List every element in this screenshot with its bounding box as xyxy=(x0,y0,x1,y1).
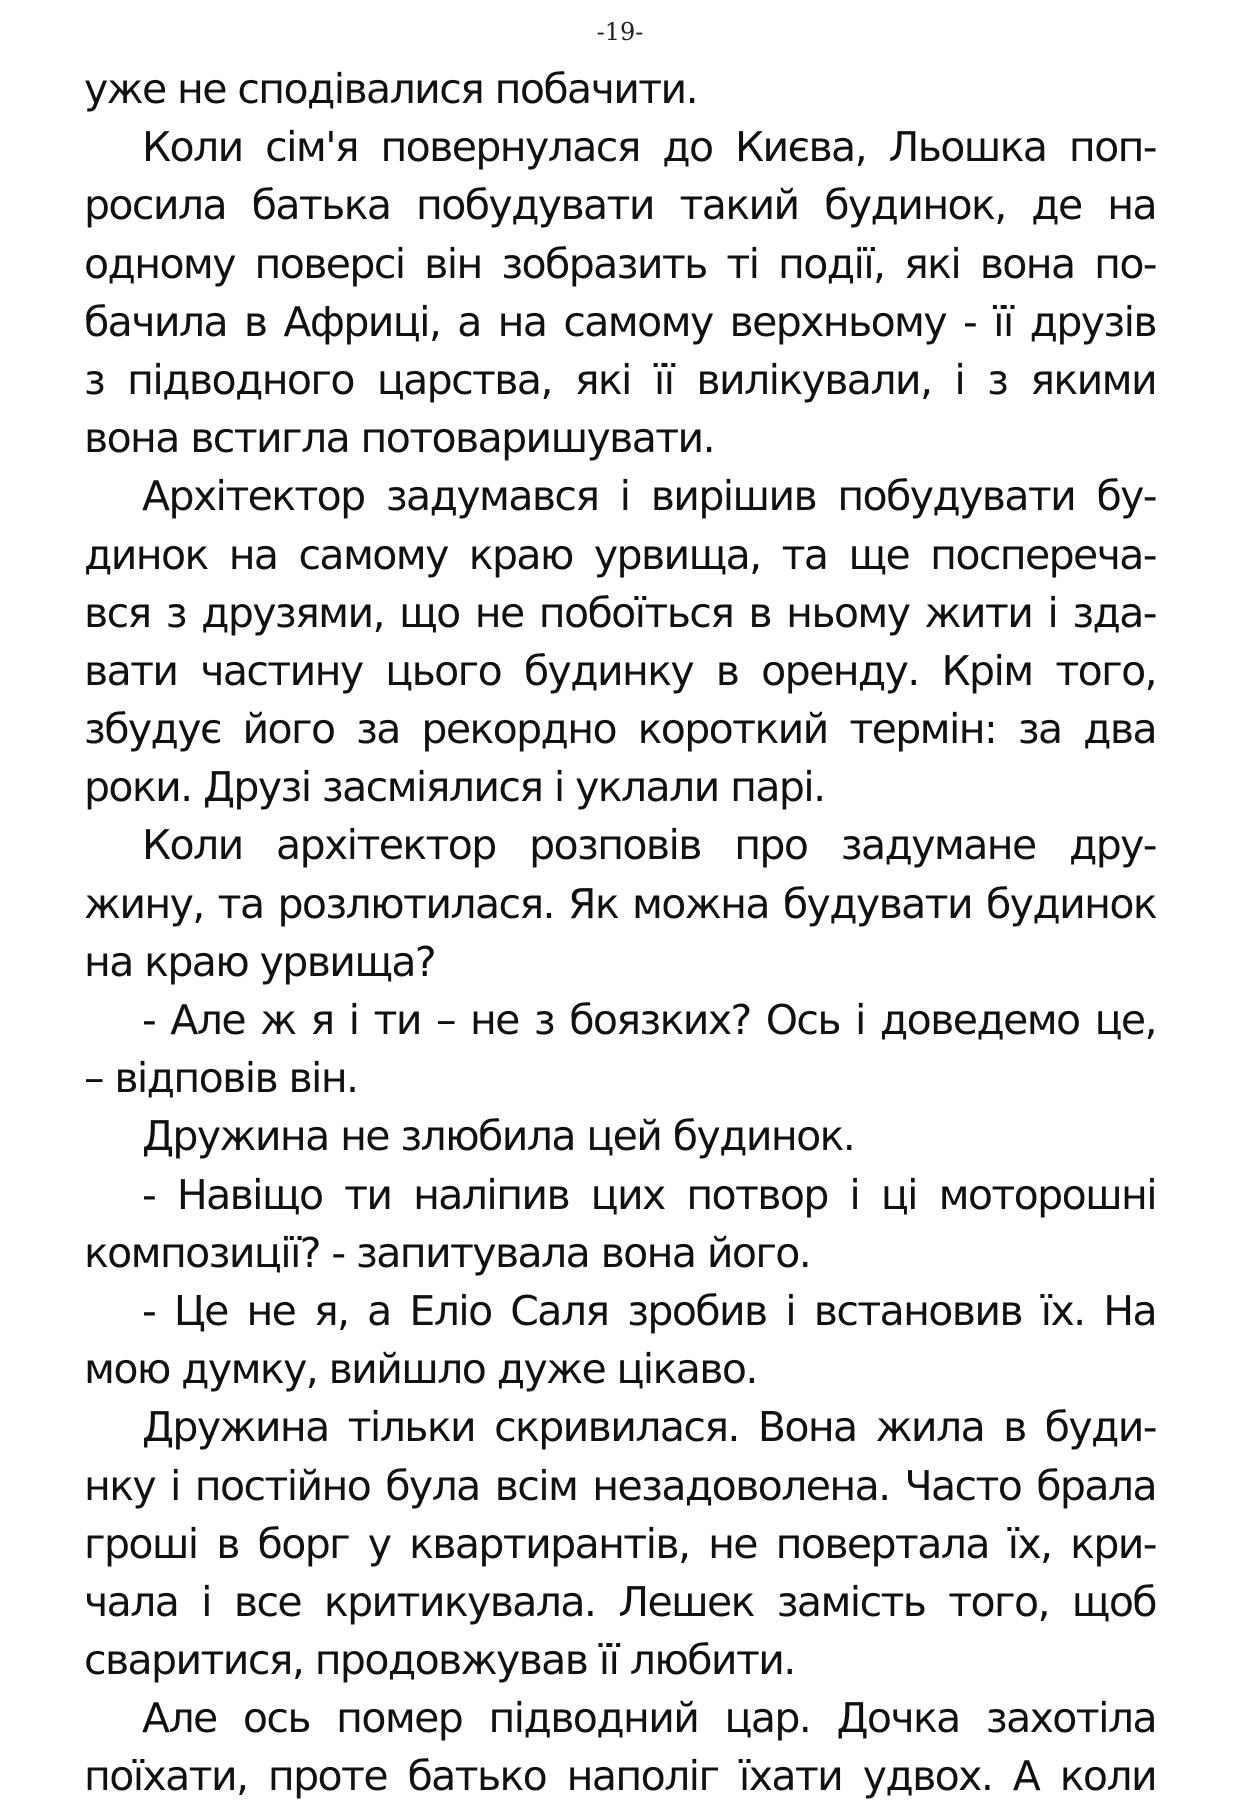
text-line: вати частину цього будинку в оренду. Крім того, xyxy=(84,646,1156,695)
text-line: композиції? - запитувала вона його. xyxy=(84,1228,811,1277)
text-line: чала і все критикувала. Лешек замість того, щоб xyxy=(84,1577,1156,1626)
page-number: -19- xyxy=(596,18,644,46)
text-line: одному поверсі він зобразить ті події, які вона по- xyxy=(84,239,1156,288)
text-line: Архітектор задумався і вирішив побудувати бу- xyxy=(142,472,1156,521)
text-line: бачила в Африці, а на самому верхньому - її друзів xyxy=(84,297,1156,346)
text-line: вона встигла потоваришувати. xyxy=(84,414,714,463)
text-line: Але ось помер підводний цар. Дочка захотіла xyxy=(142,1694,1156,1743)
text-line: - Але ж я і ти – не з боязких? Ось і доведемо це, xyxy=(142,996,1156,1044)
text-line: Дружина тільки скривилася. Вона жила в буди- xyxy=(142,1403,1156,1452)
text-line: поїхати, проте батько наполіг їхати удвох. А коли xyxy=(84,1752,1156,1801)
text-line: – відповів він. xyxy=(84,1054,358,1103)
text-line: гроші в борг у квартирантів, не повертала їх, кри- xyxy=(84,1519,1156,1568)
text-line: роки. Друзі засміялися і уклали парі. xyxy=(84,763,825,812)
text-line: Дружина не злюбила цей будинок. xyxy=(142,1112,855,1161)
text-line: збудує його за рекордно короткий термін: за два xyxy=(84,705,1156,754)
body-text xyxy=(84,60,1156,1806)
text-line: на краю урвища? xyxy=(84,937,436,986)
text-line: - Це не я, а Еліо Саля зробив і встановив їх. На xyxy=(142,1286,1156,1335)
text-line: сваритися, продовжував її любити. xyxy=(84,1636,795,1685)
text-line: Коли сім'я повернулася до Києва, Льошка поп- xyxy=(142,123,1156,172)
text-line: динок на самому краю урвища, та ще посперечa- xyxy=(84,530,1156,579)
text-line: вся з друзями, що не побоїться в ньому жити і зда- xyxy=(84,588,1156,637)
text-line: росила батька побудувати такий будинок, де на xyxy=(84,181,1156,230)
text-line: мою думку, вийшло дуже цікаво. xyxy=(84,1345,757,1394)
text-line: уже не сподівалися побачити. xyxy=(84,65,698,113)
text-line: жину, та розлютилася. Як можна будувати будинок xyxy=(84,879,1156,928)
text-line: з підводного царства, які її вилікували, і з якими xyxy=(84,355,1156,404)
text-line: Коли архітектор розповів про задумане дру- xyxy=(142,821,1156,870)
text-line: - Навіщо ти наліпив цих потвор і ці моторошні xyxy=(142,1170,1156,1219)
text-line: нку і постійно була всім незадоволена. Часто брала xyxy=(84,1461,1156,1510)
